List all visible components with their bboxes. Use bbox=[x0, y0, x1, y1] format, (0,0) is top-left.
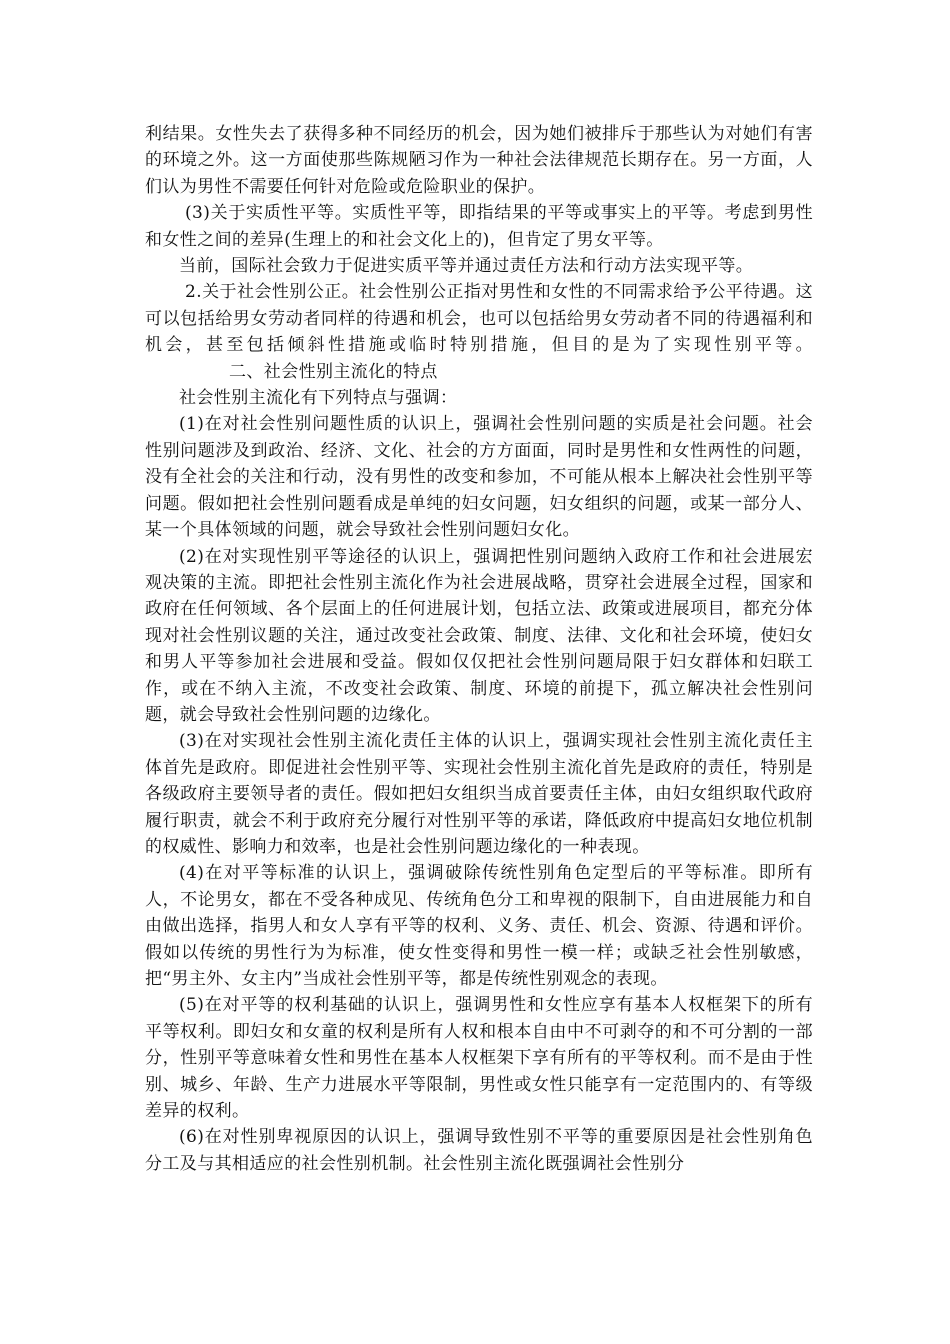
paragraph-features-intro: 社会性别主流化有下列特点与强调： bbox=[179, 388, 458, 409]
paragraph-feature-5: (5)在对平等的权利基础的认识上，强调男性和女性应享有基本人权框架下的所有平等权利。即妇女和女童的权利是所有人权和根本自由中不可剥夺的和不可分割的一部分，性别平等意味着女性和男性在基本人权框架下享有所有的平等权利。而不是由于性别、城乡、年龄、生产力进展水平等限制，男性或女性只能享有一定范围内的、有等级差异的权利。 bbox=[145, 995, 813, 1122]
paragraph-gender-justice-text: 2.关于社会性别公正。社会性别公正指对男性和女性的不同需求给予公平待遇。这可以包括给男女劳动者同样的待遇和机会，也可以包括给男女劳动者不同的待遇福利和机会，甚至包括倾斜性措施或临时特别措施，但目的是为了实现性别平等。 bbox=[145, 282, 813, 356]
paragraph-feature-3: (3)在对实现社会性别主流化责任主体的认识上，强调实现社会性别主流化责任主体首先是政府。即促进社会性别平等、实现社会性别主流化首先是政府的责任，特别是各级政府主要领导者的责任。假如把妇女组织当成首要责任主体，由妇女组织取代政府履行职责，就会不利于政府充分履行对性别平等的承诺，降低政府中提高妇女地位机制的权威性、影响力和效率，也是社会性别问题边缘化的一种表现。 bbox=[145, 731, 813, 857]
paragraph-feature-2: (2)在对实现性别平等途径的认识上，强调把性别问题纳入政府工作和社会进展宏观决策的主流。即把社会性别主流化作为社会进展战略，贯穿社会进展全过程，国家和政府在任何领域、各个层面上的任何进展计划，包括立法、政策或进展项目，都充分体现对社会性别议题的关注，通过改变社会政策、制度、法律、文化和社会环境，使妇女和男人平等参加社会进展和受益。假如仅仅把社会性别问题局限于妇女群体和妇联工作，或在不纳入主流，不改变社会政策、制度、环境的前提下，孤立解决社会性别问题，就会导致社会性别问题的边缘化。 bbox=[145, 546, 813, 725]
paragraph-gender-justice bbox=[145, 279, 813, 385]
paragraph-continuation: 利结果。女性失去了获得多种不同经历的机会，因为她们被排斥于那些认为对她们有害的环境之外。这一方面使那些陈规陋习作为一种社会法律规范长期存在。另一方面，人们认为男性不需要任何针对危险或危险职业的保护。 bbox=[145, 124, 813, 197]
paragraph-feature-6: (6)在对性别卑视原因的认识上，强调导致性别不平等的重要原因是社会性别角色分工及与其相适应的社会性别机制。社会性别主流化既强调社会性别分 bbox=[145, 1127, 813, 1174]
paragraph-feature-4: (4)在对平等标准的认识上，强调破除传统性别角色定型后的平等标准。即所有人，不论男女，都在不受各种成见、传统角色分工和卑视的限制下，自由进展能力和自由做出选择，指男人和女人享有平等的权利、义务、责任、机会、资源、待遇和评价。假如以传统的男性行为为标准，使女性变得和男性一模一样；或缺乏社会性别敏感，把“男主外、女主内”当成社会性别平等，都是传统性别观念的表现。 bbox=[145, 863, 813, 989]
document-body bbox=[145, 121, 813, 1177]
section-heading-features: 二、社会性别主流化的特点 bbox=[229, 361, 438, 382]
paragraph-international-efforts: 当前，国际社会致力于促进实质平等并通过责任方法和行动方法实现平等。 bbox=[179, 256, 754, 277]
paragraph-feature-1: (1)在对社会性别问题性质的认识上，强调社会性别问题的实质是社会问题。社会性别问题涉及到政治、经济、文化、社会的方方面面，同时是男性和女性两性的问题，没有全社会的关注和行动，没有男性的改变和参加，不可能从根本上解决社会性别平等问题。假如把社会性别问题看成是单纯的妇女问题，妇女组织的问题，或某一部分人、某一个具体领域的问题，就会导致社会性别问题妇女化。 bbox=[145, 414, 813, 541]
paragraph-substantive-equality: (3)关于实质性平等。实质性平等，即指结果的平等或事实上的平等。考虑到男性和女性之间的差异(生理上的和社会文化上的)，但肯定了男女平等。 bbox=[145, 203, 813, 250]
